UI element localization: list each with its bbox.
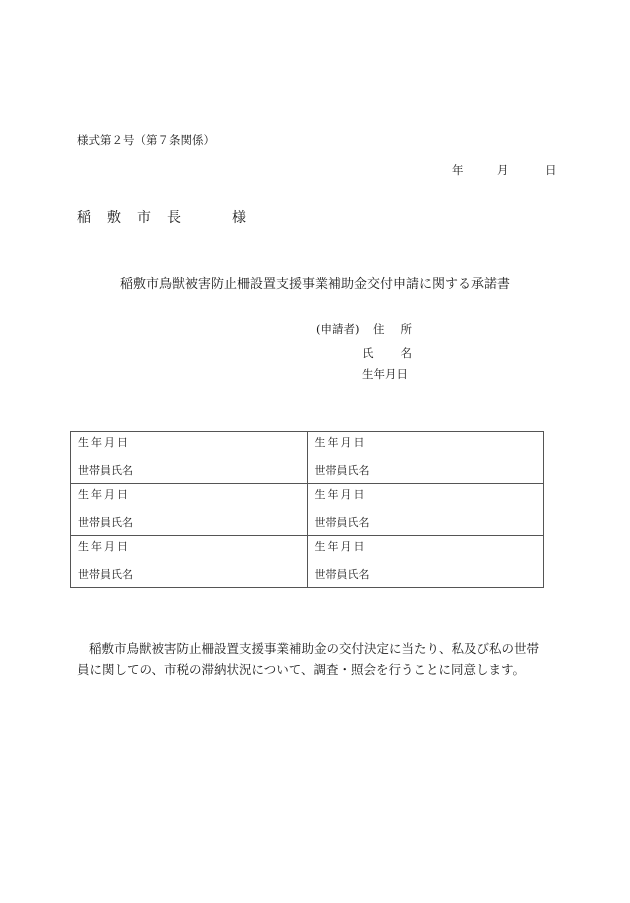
- member-name-label: 世帯員氏名: [78, 516, 133, 529]
- member-cell[interactable]: [71, 432, 308, 484]
- member-name-label: 世帯員氏名: [314, 464, 370, 477]
- applicant-label: (申請者): [316, 322, 360, 336]
- date-year-label: 年: [452, 163, 464, 177]
- address-label-char-1: 住: [373, 322, 385, 336]
- member-dob-label: 生年月日: [78, 436, 130, 449]
- household-members-table: [70, 431, 544, 588]
- date-day-label: 日: [545, 163, 557, 177]
- member-name-label: 世帯員氏名: [314, 516, 370, 529]
- addressee-honorific: 様: [232, 210, 247, 226]
- form-number: 様式第２号（第７条関係）: [77, 133, 215, 147]
- table-row: [71, 484, 544, 536]
- member-name-label: 世帯員氏名: [314, 568, 370, 581]
- member-name-label: 世帯員氏名: [78, 568, 133, 581]
- member-dob-label: 生年月日: [314, 488, 367, 501]
- member-cell[interactable]: [307, 432, 544, 484]
- applicant-dob-label: 生年月日: [362, 367, 408, 381]
- name-label-char-2: 名: [400, 346, 412, 360]
- applicant-address-label: [373, 321, 412, 337]
- member-cell[interactable]: [307, 484, 544, 536]
- member-dob-label: 生年月日: [314, 540, 367, 553]
- addressee-name: 稲 敷 市 長: [77, 210, 182, 226]
- member-dob-label: 生年月日: [78, 488, 130, 501]
- member-name-label: 世帯員氏名: [78, 464, 133, 477]
- consent-statement: [77, 638, 547, 680]
- member-dob-label: 生年月日: [78, 540, 130, 553]
- member-dob-label: 生年月日: [314, 436, 367, 449]
- member-cell[interactable]: [307, 536, 544, 588]
- document-title: 稲敷市鳥獣被害防止柵設置支援事業補助金交付申請に関する承諾書: [120, 277, 511, 292]
- name-label-char-1: 氏: [362, 346, 374, 360]
- member-cell[interactable]: [71, 484, 308, 536]
- member-cell[interactable]: [71, 536, 308, 588]
- table-row: [71, 536, 544, 588]
- table-row: [71, 432, 544, 484]
- date-month-label: 月: [497, 163, 509, 177]
- applicant-name-label: [362, 345, 412, 361]
- address-label-char-2: 所: [400, 322, 412, 336]
- consent-text: 稲敷市鳥獣被害防止柵設置支援事業補助金の交付決定に当たり、私及び私の世帯員に関しての、市税の滞納状況について、調査・照会を行うことに同意します。: [77, 641, 540, 677]
- addressee: [77, 207, 247, 227]
